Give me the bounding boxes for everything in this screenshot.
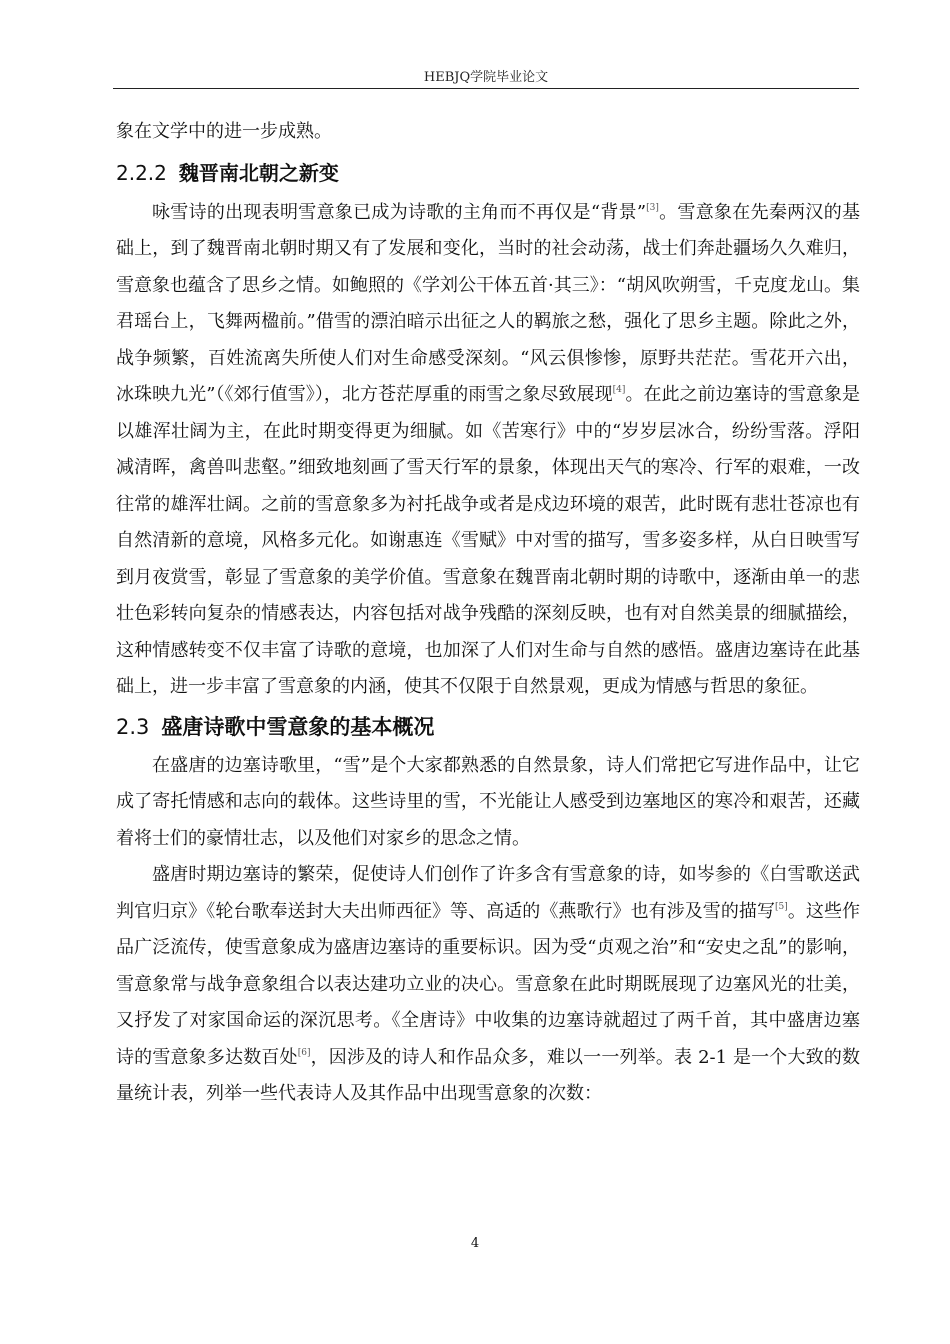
paragraph-text: 咏雪诗的出现表明雪意象已成为诗歌的主角而不再仅是“背景” bbox=[152, 201, 647, 223]
body-paragraph bbox=[116, 195, 860, 706]
citation-ref[interactable]: [4] bbox=[612, 385, 626, 395]
section-heading bbox=[116, 708, 860, 746]
running-header: HEBJQ学院毕业论文 bbox=[423, 70, 549, 85]
paragraph-text: 。这些作品广泛流传，使雪意象成为盛唐边塞诗的重要标识。因为受“贞观之治”和“安史之乱”的影响，雪意象常与战争意象组合以表达建功立业的决心。雪意象在此时期既展现了边塞风光的壮美，又抒发了对家国命运的深沉思考。《全唐诗》中收集的边塞诗就超过了两千首，其中盛唐边塞诗的雪意象多达数百处 bbox=[116, 900, 861, 1068]
body-paragraph bbox=[116, 857, 860, 1113]
body-paragraph bbox=[116, 748, 860, 858]
citation-ref[interactable]: [5] bbox=[775, 901, 788, 912]
body-content bbox=[116, 114, 860, 1113]
heading-number: 2.2.2 bbox=[116, 160, 167, 185]
page-number: 4 bbox=[470, 1236, 480, 1251]
body-paragraph bbox=[116, 114, 860, 151]
citation-ref[interactable]: [3] bbox=[646, 202, 659, 213]
header-rule bbox=[113, 88, 859, 89]
paragraph-text: ，因涉及的诗人和作品众多，难以一一列举。表 2-1 是一个大致的数量统计表，列举一些代表诗人及其作品中出现雪意象的次数： bbox=[116, 1046, 860, 1104]
paragraph-text: 象在文学中的进一步成熟。 bbox=[116, 121, 332, 142]
heading-number: 2.3 bbox=[116, 714, 150, 739]
paragraph-text: 。在此之前边塞诗的雪意象是以雄浑壮阔为主，在此时期变得更为细腻。如《苦寒行》中的“岁岁层冰合，纷纷雪落。浮阳减清晖，禽兽叫悲壑。”细致地刻画了雪天行军的景象，体现出天气的寒冷、行军的艰难，一改往常的雄浑壮阔。之前的雪意象多为衬托战争或者是戍边环境的艰苦，此时既有悲壮苍凉也有自然清新的意境，风格多元化。如谢惠连《雪赋》中对雪的描写，雪多姿多样，从白日映雪写到月夜赏雪，彰显了雪意象的美学价值。雪意象在魏晋南北朝时期的诗歌中，逐渐由单一的悲壮色彩转向复杂的情感表达，内容包括对战争残酷的深刻反映，也有对自然美景的细腻描绘，这种情感转变不仅丰富了诗歌的意境，也加深了人们对生命与自然的感悟。盛唐边塞诗在此基础上，进一步丰富了雪意象的内涵，使其不仅限于自然景观，更成为情感与哲思的象征。 bbox=[116, 384, 861, 697]
heading-title: 盛唐诗歌中雪意象的基本概况 bbox=[161, 714, 435, 739]
paragraph-text: 在盛唐的边塞诗歌里，“雪”是个大家都熟悉的自然景象，诗人们常把它写进作品中，让它成了寄托情感和志向的载体。这些诗里的雪，不光能让人感受到边塞地区的寒冷和艰苦，还藏着将士们的豪情壮志，以及他们对家乡的思念之情。 bbox=[116, 754, 860, 849]
subsection-heading bbox=[116, 155, 860, 191]
heading-title: 魏晋南北朝之新变 bbox=[178, 160, 339, 185]
paragraph-text: 。雪意象在先秦两汉的基础上，到了魏晋南北朝时期又有了发展和变化，当时的社会动荡，战士们奔赴疆场久久难归，雪意象也蕴含了思乡之情。如鲍照的《学刘公干体五首·其三》：“胡风吹朔雪，千克度龙山。集君瑶台上，飞舞两楹前。”借雪的漂泊暗示出征之人的羁旅之愁，强化了思乡主题。除此之外，战争频繁，百姓流离失所使人们对生命感受深刻。“风云俱惨惨，原野共茫茫。雪花开六出，冰珠映九光”（《郊行值雪》），北方苍茫厚重的雨雪之象尽致展现 bbox=[116, 201, 860, 405]
citation-ref[interactable]: [6] bbox=[297, 1047, 311, 1058]
paragraph-text: 盛唐时期边塞诗的繁荣，促使诗人们创作了许多含有雪意象的诗，如岑参的《白雪歌送武判官归京》《轮台歌奉送封大夫出师西征》等、高适的《燕歌行》也有涉及雪的描写 bbox=[116, 864, 860, 922]
